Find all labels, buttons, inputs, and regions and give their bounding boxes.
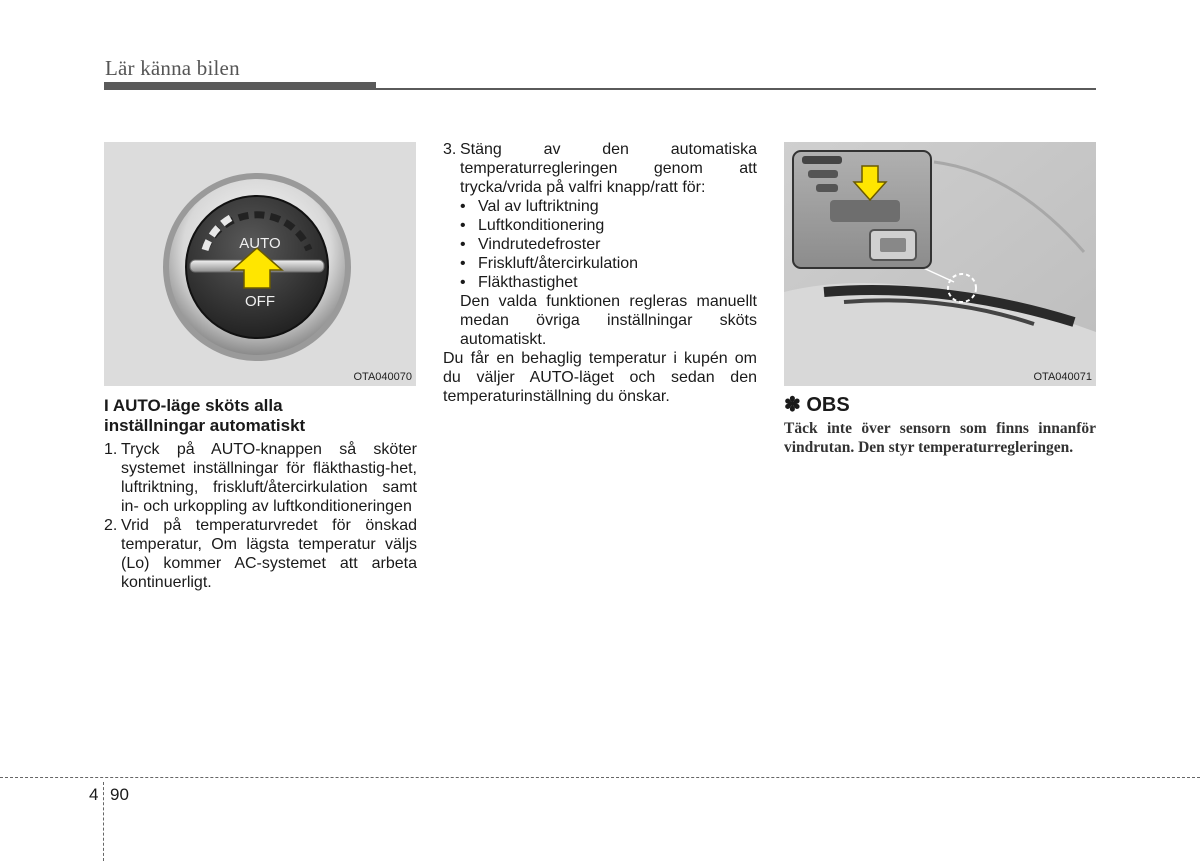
closing-paragraph: Du får en behaglig temperatur i kupén om du väljer AUTO-läget och sedan den temperaturinställning du önskar. — [443, 350, 757, 405]
bullet-icon: • — [460, 217, 466, 234]
asterisk-icon: ✽ — [784, 394, 801, 416]
numbered-step — [104, 440, 417, 516]
list-item-text: Vindrutedefroster — [478, 236, 601, 253]
footer-rule — [0, 777, 1200, 778]
sensor-illustration — [784, 142, 1096, 386]
step-text: Vrid på temperaturvredet för önskad temperatur, Om lägsta temperatur väljs (Lo) kommer AC-systemet att arbeta kontinuerligt. — [121, 517, 417, 591]
section-auto-mode-title — [104, 396, 417, 436]
section-title-line: I AUTO-läge sköts alla — [104, 396, 283, 415]
list-item — [460, 254, 757, 273]
bullet-icon: • — [460, 255, 466, 272]
bullet-icon: • — [460, 198, 466, 215]
numbered-step — [443, 140, 757, 197]
section-auto-mode — [104, 396, 417, 592]
footer-divider — [103, 782, 104, 861]
figure-code-left: OTA040070 — [353, 371, 412, 383]
obs-heading-text: OBS — [806, 394, 850, 416]
step-text: Tryck på AUTO-knappen så sköter systemet inställningar för fläkthastig-het, luftriktning, friskluft/återcirkulation samt in- och urkoppling av luftkonditioneringen — [121, 441, 417, 515]
list-item — [460, 235, 757, 254]
header-rule-thick — [104, 82, 376, 90]
list-item-text: Luftkonditionering — [478, 217, 605, 234]
list-item-text: Friskluft/återcirkulation — [478, 255, 639, 272]
page-number: 90 — [110, 785, 129, 804]
section-title-line: inställningar automatiskt — [104, 416, 306, 435]
knob-auto-label: AUTO — [239, 235, 281, 252]
obs-text: Täck inte över sensorn som finns innanför vindrutan. Den styr temperaturregleringen. — [784, 420, 1096, 456]
header-rule-thin — [376, 88, 1096, 90]
bullet-icon: • — [460, 236, 466, 253]
obs-heading — [784, 393, 1096, 417]
list-item — [460, 273, 757, 292]
figure-code-right: OTA040071 — [1033, 371, 1092, 383]
figure-sensor — [784, 142, 1096, 386]
knob-off-label: OFF — [245, 293, 275, 310]
obs-note — [784, 393, 1096, 457]
manual-note: Den valda funktionen regleras manuellt medan övriga inställningar sköts automatiskt. — [460, 293, 757, 348]
chapter-number: 4 — [89, 785, 99, 804]
bullet-icon: • — [460, 274, 466, 291]
list-item — [460, 216, 757, 235]
list-item-text: Val av luftriktning — [478, 198, 599, 215]
figure-auto-knob — [104, 142, 416, 386]
step-text: Stäng av den automatiska temperaturregleringen genom att trycka/vrida på valfri knapp/ratt för: — [460, 141, 757, 196]
function-list — [443, 197, 757, 292]
list-item — [460, 197, 757, 216]
section-manual-override — [443, 140, 757, 406]
step-number: 2. — [104, 517, 118, 534]
list-item-text: Fläkthastighet — [478, 274, 578, 291]
header-title: Lär känna bilen — [105, 56, 240, 80]
auto-knob-illustration — [104, 142, 416, 386]
step-number: 3. — [443, 141, 457, 158]
step-number: 1. — [104, 441, 118, 458]
numbered-step — [104, 516, 417, 592]
